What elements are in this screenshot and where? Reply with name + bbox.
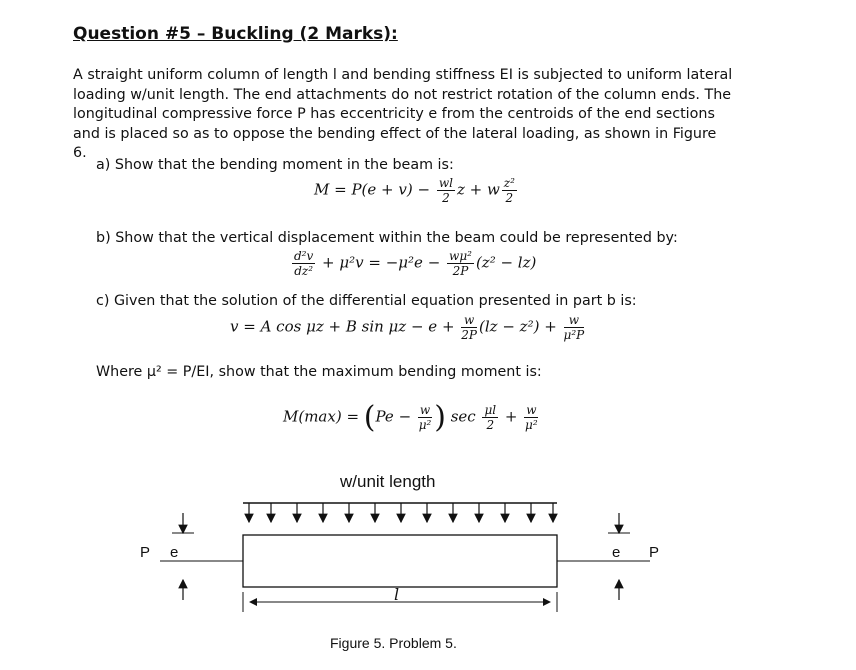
left-ecc-label: e (170, 544, 179, 561)
figure-caption: Figure 5. Problem 5. (330, 635, 457, 651)
load-label: w/unit length (340, 472, 436, 491)
right-ecc-label: e (612, 544, 621, 561)
problem-statement: A straight uniform column of length l and bending stiffness EI is subjected to uniform lateral loading w/unit length. The end attachments do not restrict rotation of the column ends. The longitudinal compressive force P has eccentricity e from the centroids of the end sections and is placed so as to oppose the bending effect of the lateral loading, as shown in Figure 6. (73, 67, 733, 161)
equation-max-moment: M(max) = (Pe − $\frac{w}{\text{μ²}}$ ) sec $\frac{\mu l}{2}$ + $\frac{w}{\text{μ²}}$ (283, 400, 538, 435)
left-force-label: P (140, 544, 151, 561)
part-a-text: a) Show that the bending moment in the beam is: (96, 157, 454, 173)
beam (243, 535, 557, 587)
question-heading: Question #5 – Buckling (2 Marks): (73, 24, 398, 44)
right-force-label: P (649, 544, 660, 561)
equation-solution: v = A cos μz + B sin μz − e + $\frac{w}{2P}$ (lz − z²) + $\frac{w}{\text{μ²P}}$ (230, 313, 585, 342)
part-c-text: c) Given that the solution of the differential equation presented in part b is: (96, 293, 637, 309)
part-b-text: b) Show that the vertical displacement within the beam could be represented by: (96, 230, 678, 246)
where-text: Where μ² = P/EI, show that the maximum bending moment is: (96, 364, 542, 380)
length-label: l (394, 585, 400, 604)
equation-differential: $\frac{\text{d²v}}{\text{dz²}}$ + μ²v = −μ²e − $\frac{\text{wμ²}}{2P}$ (z² − lz) (294, 249, 537, 278)
equation-bending-moment: M = P(e + v) − $\frac{wl}{2}$ z + w $\frac{\text{z²}}{2}$ (314, 176, 515, 205)
load-arrows (249, 503, 553, 522)
